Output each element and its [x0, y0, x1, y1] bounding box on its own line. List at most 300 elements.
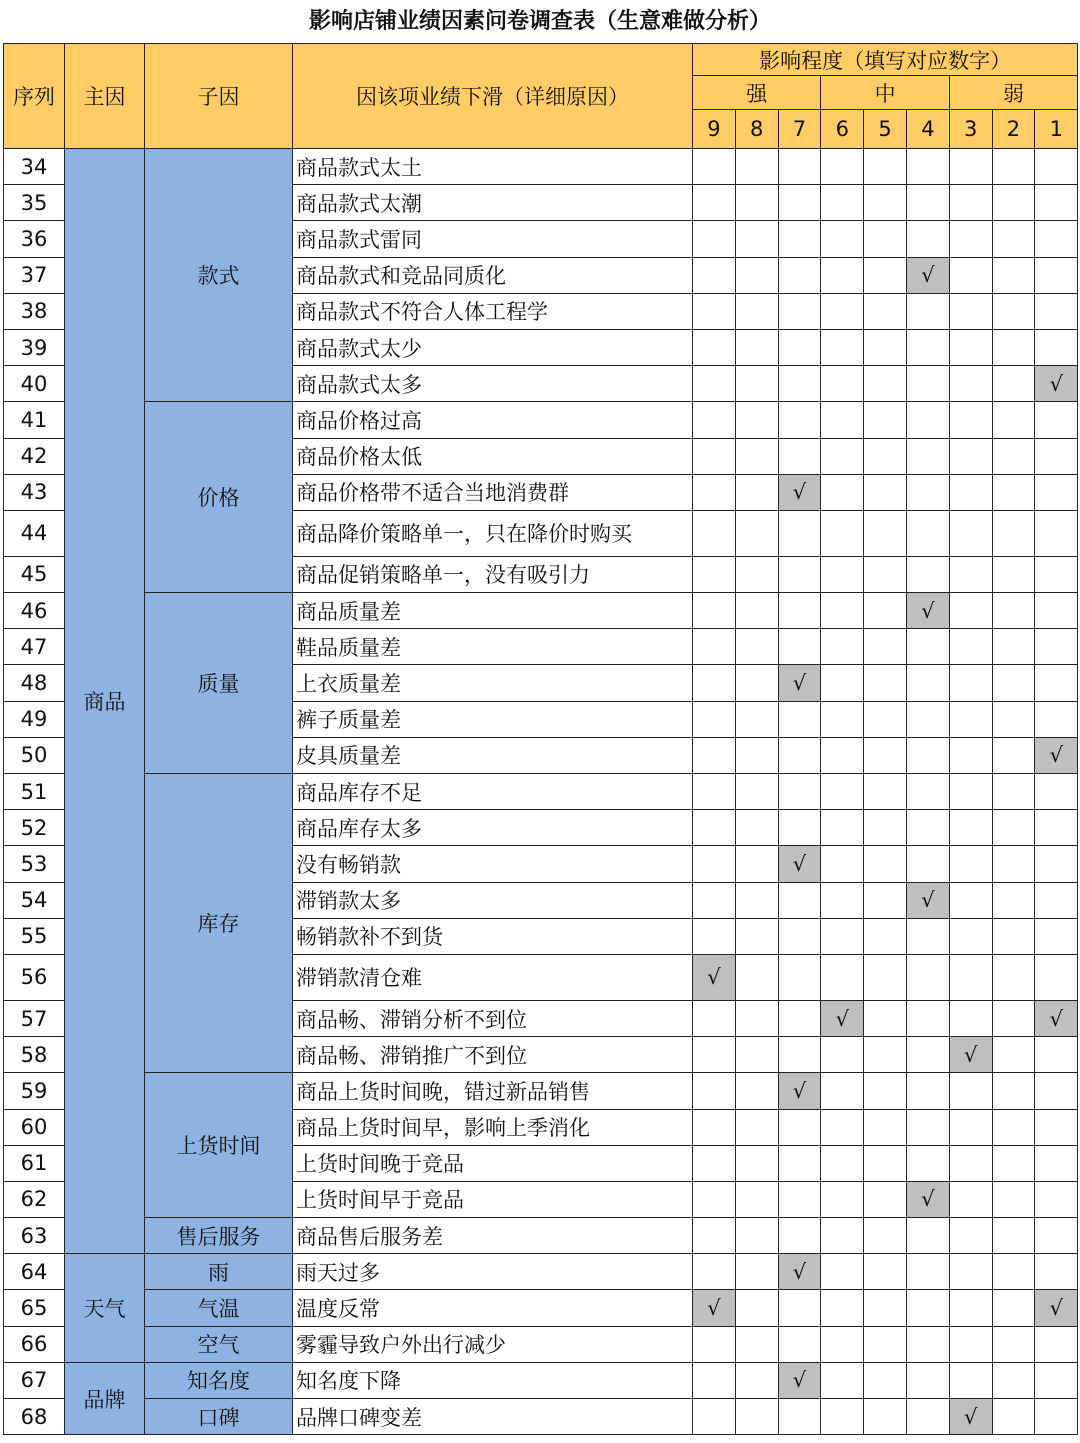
score-cell-6[interactable] — [821, 1290, 864, 1326]
score-cell-1[interactable] — [1035, 221, 1078, 257]
score-cell-8[interactable] — [735, 1181, 778, 1217]
score-cell-4[interactable] — [906, 438, 949, 474]
score-cell-5[interactable] — [864, 810, 907, 846]
score-cell-4[interactable] — [906, 1145, 949, 1181]
score-cell-3[interactable] — [949, 1326, 992, 1362]
score-cell-1[interactable] — [1035, 882, 1078, 918]
score-cell-3[interactable]: √ — [949, 1399, 992, 1435]
score-cell-4[interactable] — [906, 918, 949, 954]
score-cell-2[interactable] — [992, 185, 1035, 221]
score-cell-4[interactable] — [906, 954, 949, 1000]
score-cell-7[interactable] — [778, 774, 821, 810]
score-cell-7[interactable] — [778, 810, 821, 846]
score-cell-5[interactable] — [864, 918, 907, 954]
score-cell-7[interactable] — [778, 1218, 821, 1254]
score-cell-3[interactable] — [949, 329, 992, 365]
score-cell-8[interactable] — [735, 221, 778, 257]
score-cell-7[interactable] — [778, 1399, 821, 1435]
score-cell-5[interactable] — [864, 593, 907, 629]
score-cell-9[interactable] — [693, 701, 736, 737]
score-cell-7[interactable] — [778, 954, 821, 1000]
score-cell-3[interactable] — [949, 737, 992, 773]
score-cell-4[interactable] — [906, 1000, 949, 1036]
score-cell-8[interactable] — [735, 701, 778, 737]
score-cell-1[interactable] — [1035, 1254, 1078, 1290]
score-cell-3[interactable] — [949, 846, 992, 882]
score-cell-2[interactable] — [992, 402, 1035, 438]
score-cell-3[interactable] — [949, 1109, 992, 1145]
score-cell-7[interactable] — [778, 556, 821, 592]
score-cell-4[interactable] — [906, 1037, 949, 1073]
score-cell-1[interactable] — [1035, 810, 1078, 846]
score-cell-6[interactable] — [821, 366, 864, 402]
score-cell-1[interactable] — [1035, 846, 1078, 882]
score-cell-1[interactable] — [1035, 954, 1078, 1000]
score-cell-4[interactable] — [906, 221, 949, 257]
score-cell-1[interactable] — [1035, 1326, 1078, 1362]
score-cell-2[interactable] — [992, 774, 1035, 810]
score-cell-6[interactable]: √ — [821, 1000, 864, 1036]
score-cell-5[interactable] — [864, 1362, 907, 1398]
score-cell-9[interactable] — [693, 221, 736, 257]
score-cell-5[interactable] — [864, 846, 907, 882]
score-cell-1[interactable] — [1035, 293, 1078, 329]
score-cell-2[interactable] — [992, 1109, 1035, 1145]
score-cell-5[interactable] — [864, 293, 907, 329]
score-cell-1[interactable] — [1035, 556, 1078, 592]
score-cell-7[interactable] — [778, 221, 821, 257]
score-cell-9[interactable] — [693, 556, 736, 592]
score-cell-2[interactable] — [992, 1218, 1035, 1254]
score-cell-7[interactable] — [778, 701, 821, 737]
score-cell-8[interactable] — [735, 1218, 778, 1254]
score-cell-1[interactable]: √ — [1035, 366, 1078, 402]
score-cell-2[interactable] — [992, 329, 1035, 365]
score-cell-3[interactable] — [949, 221, 992, 257]
score-cell-5[interactable] — [864, 329, 907, 365]
score-cell-5[interactable] — [864, 149, 907, 185]
score-cell-2[interactable] — [992, 1362, 1035, 1398]
score-cell-6[interactable] — [821, 1326, 864, 1362]
score-cell-6[interactable] — [821, 221, 864, 257]
score-cell-7[interactable] — [778, 1109, 821, 1145]
score-cell-6[interactable] — [821, 882, 864, 918]
score-cell-2[interactable] — [992, 593, 1035, 629]
score-cell-4[interactable] — [906, 293, 949, 329]
score-cell-4[interactable] — [906, 329, 949, 365]
score-cell-8[interactable] — [735, 629, 778, 665]
score-cell-5[interactable] — [864, 1218, 907, 1254]
score-cell-5[interactable] — [864, 1000, 907, 1036]
score-cell-7[interactable]: √ — [778, 474, 821, 510]
score-cell-2[interactable] — [992, 1254, 1035, 1290]
score-cell-6[interactable] — [821, 293, 864, 329]
score-cell-5[interactable] — [864, 221, 907, 257]
score-cell-6[interactable] — [821, 1109, 864, 1145]
score-cell-3[interactable] — [949, 556, 992, 592]
score-cell-2[interactable] — [992, 846, 1035, 882]
score-cell-9[interactable] — [693, 629, 736, 665]
score-cell-7[interactable] — [778, 185, 821, 221]
score-cell-6[interactable] — [821, 149, 864, 185]
score-cell-1[interactable] — [1035, 510, 1078, 556]
score-cell-5[interactable] — [864, 402, 907, 438]
score-cell-3[interactable] — [949, 1073, 992, 1109]
score-cell-4[interactable] — [906, 474, 949, 510]
score-cell-6[interactable] — [821, 629, 864, 665]
score-cell-6[interactable] — [821, 846, 864, 882]
score-cell-1[interactable] — [1035, 701, 1078, 737]
score-cell-8[interactable] — [735, 556, 778, 592]
score-cell-5[interactable] — [864, 1254, 907, 1290]
score-cell-5[interactable] — [864, 474, 907, 510]
score-cell-8[interactable] — [735, 774, 778, 810]
score-cell-7[interactable] — [778, 510, 821, 556]
score-cell-2[interactable] — [992, 882, 1035, 918]
score-cell-7[interactable] — [778, 257, 821, 293]
score-cell-6[interactable] — [821, 774, 864, 810]
score-cell-3[interactable]: √ — [949, 1037, 992, 1073]
score-cell-7[interactable] — [778, 593, 821, 629]
score-cell-1[interactable] — [1035, 593, 1078, 629]
score-cell-2[interactable] — [992, 1037, 1035, 1073]
score-cell-6[interactable] — [821, 1254, 864, 1290]
score-cell-2[interactable] — [992, 1145, 1035, 1181]
score-cell-3[interactable] — [949, 774, 992, 810]
score-cell-6[interactable] — [821, 257, 864, 293]
score-cell-1[interactable] — [1035, 257, 1078, 293]
score-cell-6[interactable] — [821, 737, 864, 773]
score-cell-6[interactable] — [821, 510, 864, 556]
score-cell-3[interactable] — [949, 510, 992, 556]
score-cell-4[interactable] — [906, 1326, 949, 1362]
score-cell-4[interactable] — [906, 1362, 949, 1398]
score-cell-8[interactable] — [735, 954, 778, 1000]
score-cell-3[interactable] — [949, 402, 992, 438]
score-cell-9[interactable] — [693, 1181, 736, 1217]
score-cell-4[interactable] — [906, 1254, 949, 1290]
score-cell-6[interactable] — [821, 810, 864, 846]
score-cell-2[interactable] — [992, 701, 1035, 737]
score-cell-7[interactable] — [778, 1145, 821, 1181]
score-cell-2[interactable] — [992, 438, 1035, 474]
score-cell-8[interactable] — [735, 329, 778, 365]
score-cell-6[interactable] — [821, 1145, 864, 1181]
score-cell-1[interactable] — [1035, 402, 1078, 438]
score-cell-7[interactable] — [778, 438, 821, 474]
score-cell-4[interactable] — [906, 774, 949, 810]
score-cell-9[interactable] — [693, 593, 736, 629]
score-cell-2[interactable] — [992, 149, 1035, 185]
score-cell-4[interactable] — [906, 1073, 949, 1109]
score-cell-1[interactable] — [1035, 1073, 1078, 1109]
score-cell-9[interactable] — [693, 1399, 736, 1435]
score-cell-9[interactable] — [693, 1000, 736, 1036]
score-cell-1[interactable] — [1035, 474, 1078, 510]
score-cell-1[interactable] — [1035, 185, 1078, 221]
score-cell-1[interactable] — [1035, 774, 1078, 810]
score-cell-3[interactable] — [949, 474, 992, 510]
score-cell-1[interactable]: √ — [1035, 1000, 1078, 1036]
score-cell-8[interactable] — [735, 1290, 778, 1326]
score-cell-6[interactable] — [821, 329, 864, 365]
score-cell-5[interactable] — [864, 1290, 907, 1326]
score-cell-5[interactable] — [864, 629, 907, 665]
score-cell-9[interactable]: √ — [693, 954, 736, 1000]
score-cell-4[interactable] — [906, 810, 949, 846]
score-cell-9[interactable] — [693, 737, 736, 773]
score-cell-5[interactable] — [864, 257, 907, 293]
score-cell-3[interactable] — [949, 882, 992, 918]
score-cell-5[interactable] — [864, 556, 907, 592]
score-cell-8[interactable] — [735, 1037, 778, 1073]
score-cell-8[interactable] — [735, 1073, 778, 1109]
score-cell-2[interactable] — [992, 293, 1035, 329]
score-cell-2[interactable] — [992, 257, 1035, 293]
score-cell-8[interactable] — [735, 402, 778, 438]
score-cell-9[interactable] — [693, 257, 736, 293]
score-cell-7[interactable]: √ — [778, 1254, 821, 1290]
score-cell-8[interactable] — [735, 665, 778, 701]
score-cell-2[interactable] — [992, 474, 1035, 510]
score-cell-5[interactable] — [864, 1109, 907, 1145]
score-cell-5[interactable] — [864, 438, 907, 474]
score-cell-7[interactable] — [778, 737, 821, 773]
score-cell-7[interactable] — [778, 882, 821, 918]
score-cell-3[interactable] — [949, 1000, 992, 1036]
score-cell-5[interactable] — [864, 954, 907, 1000]
score-cell-1[interactable]: √ — [1035, 1290, 1078, 1326]
score-cell-2[interactable] — [992, 665, 1035, 701]
score-cell-1[interactable] — [1035, 438, 1078, 474]
score-cell-4[interactable] — [906, 149, 949, 185]
score-cell-8[interactable] — [735, 1362, 778, 1398]
score-cell-9[interactable] — [693, 1037, 736, 1073]
score-cell-4[interactable]: √ — [906, 882, 949, 918]
score-cell-6[interactable] — [821, 474, 864, 510]
score-cell-8[interactable] — [735, 1145, 778, 1181]
score-cell-6[interactable] — [821, 1181, 864, 1217]
score-cell-6[interactable] — [821, 665, 864, 701]
score-cell-4[interactable]: √ — [906, 257, 949, 293]
score-cell-8[interactable] — [735, 438, 778, 474]
score-cell-9[interactable] — [693, 185, 736, 221]
score-cell-6[interactable] — [821, 701, 864, 737]
score-cell-3[interactable] — [949, 593, 992, 629]
score-cell-1[interactable] — [1035, 1399, 1078, 1435]
score-cell-2[interactable] — [992, 556, 1035, 592]
score-cell-7[interactable] — [778, 402, 821, 438]
score-cell-1[interactable] — [1035, 1109, 1078, 1145]
score-cell-9[interactable] — [693, 1218, 736, 1254]
score-cell-6[interactable] — [821, 438, 864, 474]
score-cell-6[interactable] — [821, 1399, 864, 1435]
score-cell-2[interactable] — [992, 629, 1035, 665]
score-cell-7[interactable] — [778, 1326, 821, 1362]
score-cell-1[interactable] — [1035, 665, 1078, 701]
score-cell-3[interactable] — [949, 701, 992, 737]
score-cell-5[interactable] — [864, 1037, 907, 1073]
score-cell-7[interactable] — [778, 329, 821, 365]
score-cell-8[interactable] — [735, 846, 778, 882]
score-cell-1[interactable] — [1035, 629, 1078, 665]
score-cell-1[interactable]: √ — [1035, 737, 1078, 773]
score-cell-7[interactable] — [778, 1290, 821, 1326]
score-cell-7[interactable]: √ — [778, 1073, 821, 1109]
score-cell-7[interactable] — [778, 293, 821, 329]
score-cell-9[interactable] — [693, 293, 736, 329]
score-cell-4[interactable] — [906, 366, 949, 402]
score-cell-8[interactable] — [735, 918, 778, 954]
score-cell-8[interactable] — [735, 1254, 778, 1290]
score-cell-2[interactable] — [992, 1181, 1035, 1217]
score-cell-3[interactable] — [949, 810, 992, 846]
score-cell-8[interactable] — [735, 882, 778, 918]
score-cell-7[interactable]: √ — [778, 665, 821, 701]
score-cell-4[interactable] — [906, 185, 949, 221]
score-cell-9[interactable] — [693, 1362, 736, 1398]
score-cell-8[interactable] — [735, 1326, 778, 1362]
score-cell-3[interactable] — [949, 1290, 992, 1326]
score-cell-9[interactable] — [693, 366, 736, 402]
score-cell-5[interactable] — [864, 1073, 907, 1109]
score-cell-3[interactable] — [949, 1254, 992, 1290]
score-cell-9[interactable] — [693, 438, 736, 474]
score-cell-5[interactable] — [864, 1181, 907, 1217]
score-cell-5[interactable] — [864, 737, 907, 773]
score-cell-8[interactable] — [735, 366, 778, 402]
score-cell-3[interactable] — [949, 185, 992, 221]
score-cell-5[interactable] — [864, 366, 907, 402]
score-cell-7[interactable] — [778, 629, 821, 665]
score-cell-5[interactable] — [864, 510, 907, 556]
score-cell-9[interactable]: √ — [693, 1290, 736, 1326]
score-cell-9[interactable] — [693, 329, 736, 365]
score-cell-5[interactable] — [864, 1145, 907, 1181]
score-cell-9[interactable] — [693, 918, 736, 954]
score-cell-2[interactable] — [992, 810, 1035, 846]
score-cell-1[interactable] — [1035, 149, 1078, 185]
score-cell-7[interactable] — [778, 366, 821, 402]
score-cell-9[interactable] — [693, 810, 736, 846]
score-cell-7[interactable]: √ — [778, 846, 821, 882]
score-cell-4[interactable] — [906, 510, 949, 556]
score-cell-9[interactable] — [693, 665, 736, 701]
score-cell-4[interactable] — [906, 1218, 949, 1254]
score-cell-4[interactable] — [906, 1109, 949, 1145]
score-cell-7[interactable] — [778, 149, 821, 185]
score-cell-8[interactable] — [735, 474, 778, 510]
score-cell-3[interactable] — [949, 665, 992, 701]
score-cell-2[interactable] — [992, 737, 1035, 773]
score-cell-7[interactable]: √ — [778, 1362, 821, 1398]
score-cell-6[interactable] — [821, 185, 864, 221]
score-cell-3[interactable] — [949, 954, 992, 1000]
score-cell-5[interactable] — [864, 882, 907, 918]
score-cell-2[interactable] — [992, 221, 1035, 257]
score-cell-5[interactable] — [864, 1399, 907, 1435]
score-cell-8[interactable] — [735, 1399, 778, 1435]
score-cell-3[interactable] — [949, 149, 992, 185]
score-cell-8[interactable] — [735, 510, 778, 556]
score-cell-4[interactable] — [906, 665, 949, 701]
score-cell-6[interactable] — [821, 954, 864, 1000]
score-cell-6[interactable] — [821, 1073, 864, 1109]
score-cell-4[interactable] — [906, 629, 949, 665]
score-cell-9[interactable] — [693, 1254, 736, 1290]
score-cell-5[interactable] — [864, 774, 907, 810]
score-cell-3[interactable] — [949, 1181, 992, 1217]
score-cell-4[interactable] — [906, 556, 949, 592]
score-cell-1[interactable] — [1035, 329, 1078, 365]
score-cell-5[interactable] — [864, 701, 907, 737]
score-cell-1[interactable] — [1035, 1218, 1078, 1254]
score-cell-8[interactable] — [735, 257, 778, 293]
score-cell-8[interactable] — [735, 810, 778, 846]
score-cell-9[interactable] — [693, 474, 736, 510]
score-cell-8[interactable] — [735, 185, 778, 221]
score-cell-2[interactable] — [992, 1073, 1035, 1109]
score-cell-8[interactable] — [735, 1109, 778, 1145]
score-cell-9[interactable] — [693, 149, 736, 185]
score-cell-3[interactable] — [949, 366, 992, 402]
score-cell-8[interactable] — [735, 737, 778, 773]
score-cell-7[interactable] — [778, 1000, 821, 1036]
score-cell-1[interactable] — [1035, 1037, 1078, 1073]
score-cell-9[interactable] — [693, 774, 736, 810]
score-cell-7[interactable] — [778, 1037, 821, 1073]
score-cell-9[interactable] — [693, 402, 736, 438]
score-cell-9[interactable] — [693, 1073, 736, 1109]
score-cell-2[interactable] — [992, 510, 1035, 556]
score-cell-6[interactable] — [821, 593, 864, 629]
score-cell-1[interactable] — [1035, 918, 1078, 954]
score-cell-4[interactable] — [906, 1399, 949, 1435]
score-cell-5[interactable] — [864, 1326, 907, 1362]
score-cell-5[interactable] — [864, 665, 907, 701]
score-cell-2[interactable] — [992, 366, 1035, 402]
score-cell-2[interactable] — [992, 954, 1035, 1000]
score-cell-6[interactable] — [821, 1218, 864, 1254]
score-cell-4[interactable] — [906, 737, 949, 773]
score-cell-2[interactable] — [992, 1326, 1035, 1362]
score-cell-2[interactable] — [992, 1399, 1035, 1435]
score-cell-3[interactable] — [949, 1145, 992, 1181]
score-cell-8[interactable] — [735, 593, 778, 629]
score-cell-1[interactable] — [1035, 1145, 1078, 1181]
score-cell-4[interactable] — [906, 402, 949, 438]
score-cell-2[interactable] — [992, 1000, 1035, 1036]
score-cell-2[interactable] — [992, 918, 1035, 954]
score-cell-4[interactable] — [906, 846, 949, 882]
score-cell-4[interactable]: √ — [906, 593, 949, 629]
score-cell-7[interactable] — [778, 1181, 821, 1217]
score-cell-9[interactable] — [693, 1145, 736, 1181]
score-cell-8[interactable] — [735, 149, 778, 185]
score-cell-1[interactable] — [1035, 1181, 1078, 1217]
score-cell-9[interactable] — [693, 1326, 736, 1362]
score-cell-4[interactable] — [906, 1290, 949, 1326]
score-cell-5[interactable] — [864, 185, 907, 221]
score-cell-6[interactable] — [821, 402, 864, 438]
score-cell-8[interactable] — [735, 1000, 778, 1036]
score-cell-2[interactable] — [992, 1290, 1035, 1326]
score-cell-3[interactable] — [949, 438, 992, 474]
score-cell-3[interactable] — [949, 629, 992, 665]
score-cell-9[interactable] — [693, 882, 736, 918]
score-cell-4[interactable] — [906, 701, 949, 737]
score-cell-6[interactable] — [821, 918, 864, 954]
